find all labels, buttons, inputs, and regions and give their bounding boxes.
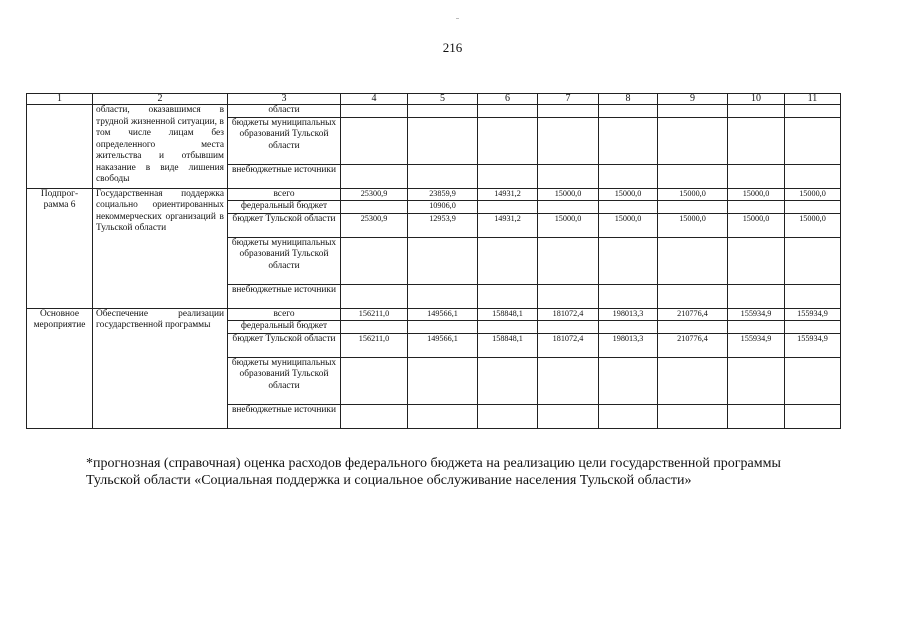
amount-cell <box>658 284 728 308</box>
amount-cell <box>785 284 841 308</box>
amount-value: 15000,0 <box>554 188 582 198</box>
amount-cell <box>785 201 841 214</box>
amount-cell <box>408 188 478 201</box>
amount-value: 156211,0 <box>358 308 390 318</box>
amount-cell <box>341 117 408 164</box>
funding-source-cell: внебюджетные источники <box>228 404 341 428</box>
funding-source-cell: внебюджетные источники <box>228 284 341 308</box>
column-header: 5 <box>408 94 478 105</box>
amount-cell <box>538 321 599 334</box>
amount-cell <box>785 105 841 118</box>
amount-cell <box>341 333 408 357</box>
amount-value: 155934,9 <box>797 308 828 318</box>
column-header: 1 <box>27 94 93 105</box>
scan-mark <box>456 18 459 19</box>
amount-cell <box>728 308 785 321</box>
funding-source-cell: федеральный бюджет <box>228 321 341 334</box>
amount-cell <box>728 284 785 308</box>
amount-cell <box>728 117 785 164</box>
funding-source-cell: бюджет Тульской области <box>228 333 341 357</box>
amount-cell <box>408 105 478 118</box>
amount-value: 149566,1 <box>427 308 458 318</box>
funding-source-cell: бюджеты муниципальных образований Тульской области <box>228 357 341 404</box>
amount-cell <box>478 357 538 404</box>
amount-cell <box>408 237 478 284</box>
program-name-cell: Обеспечение реализации государственной программы <box>93 308 228 428</box>
amount-value: 14931,2 <box>494 188 521 198</box>
amount-cell <box>728 201 785 214</box>
amount-cell <box>599 404 658 428</box>
amount-cell <box>341 164 408 188</box>
amount-cell <box>341 188 408 201</box>
amount-cell <box>478 105 538 118</box>
amount-cell <box>341 321 408 334</box>
amount-cell <box>538 201 599 214</box>
column-header: 10 <box>728 94 785 105</box>
footnote-line-2: Тульской области «Социальная поддержка и социальное обслуживание населения Тульской области» <box>86 473 692 488</box>
amount-cell <box>538 308 599 321</box>
amount-cell <box>599 201 658 214</box>
amount-cell <box>341 105 408 118</box>
amount-cell <box>478 213 538 237</box>
amount-cell <box>599 164 658 188</box>
amount-cell <box>478 321 538 334</box>
page-number: 216 <box>442 40 463 55</box>
amount-value: 25300,9 <box>360 188 388 198</box>
column-header: 9 <box>658 94 728 105</box>
amount-cell <box>658 237 728 284</box>
amount-value: 210776,4 <box>677 308 708 318</box>
amount-cell <box>658 321 728 334</box>
amount-value: 10906,0 <box>429 201 456 210</box>
table-row <box>27 105 841 118</box>
amount-cell <box>341 201 408 214</box>
amount-value: 198013,3 <box>612 333 644 343</box>
amount-cell <box>728 164 785 188</box>
table-row <box>27 188 841 201</box>
amount-cell <box>341 308 408 321</box>
amount-cell <box>599 213 658 237</box>
amount-cell <box>785 333 841 357</box>
funding-source-cell: всего <box>228 308 341 321</box>
amount-cell <box>658 117 728 164</box>
amount-value: 15000,0 <box>799 213 826 223</box>
footnote <box>86 455 846 489</box>
amount-cell <box>785 237 841 284</box>
funding-source-cell: бюджеты муниципальных образований Тульской области <box>228 117 341 164</box>
amount-cell <box>478 308 538 321</box>
amount-cell <box>599 308 658 321</box>
amount-cell <box>408 321 478 334</box>
amount-cell <box>599 188 658 201</box>
amount-value: 15000,0 <box>614 213 642 223</box>
column-header: 6 <box>478 94 538 105</box>
amount-cell <box>785 213 841 237</box>
column-header: 8 <box>599 94 658 105</box>
amount-value: 15000,0 <box>679 188 706 198</box>
budget-table <box>26 93 841 429</box>
amount-cell <box>728 213 785 237</box>
amount-cell <box>785 188 841 201</box>
amount-cell <box>408 164 478 188</box>
amount-cell <box>478 117 538 164</box>
amount-cell <box>478 164 538 188</box>
amount-value: 15000,0 <box>614 188 642 198</box>
amount-value: 198013,3 <box>612 308 644 318</box>
table-body <box>27 105 841 429</box>
amount-cell <box>538 188 599 201</box>
amount-cell <box>599 117 658 164</box>
amount-value: 181072,4 <box>552 308 584 318</box>
amount-value: 15000,0 <box>742 213 770 223</box>
funding-source-cell: области <box>228 105 341 118</box>
column-header: 4 <box>341 94 408 105</box>
amount-cell <box>478 237 538 284</box>
amount-cell <box>728 321 785 334</box>
amount-cell <box>728 237 785 284</box>
footnote-line-1: *прогнозная (справочная) оценка расходов федерального бюджета на реализацию цели государственной программы <box>86 456 781 471</box>
amount-cell <box>538 105 599 118</box>
amount-cell <box>408 117 478 164</box>
amount-cell <box>658 333 728 357</box>
amount-cell <box>785 404 841 428</box>
amount-cell <box>478 201 538 214</box>
amount-cell <box>538 213 599 237</box>
header-row <box>27 94 841 105</box>
amount-value: 155934,9 <box>740 333 772 343</box>
amount-cell <box>658 404 728 428</box>
amount-value: 155934,9 <box>740 308 772 318</box>
amount-cell <box>478 284 538 308</box>
program-code-cell: Подпрог-рамма 6 <box>27 188 93 308</box>
amount-cell <box>785 321 841 334</box>
amount-cell <box>785 308 841 321</box>
funding-source-cell: внебюджетные источники <box>228 164 341 188</box>
amount-cell <box>599 237 658 284</box>
amount-cell <box>785 117 841 164</box>
funding-source-cell: бюджеты муниципальных образований Тульской области <box>228 237 341 284</box>
amount-value: 158848,1 <box>492 308 523 318</box>
amount-value: 210776,4 <box>677 333 708 343</box>
amount-cell <box>341 284 408 308</box>
amount-cell <box>408 201 478 214</box>
amount-cell <box>658 164 728 188</box>
amount-cell <box>728 188 785 201</box>
amount-cell <box>728 333 785 357</box>
amount-value: 155934,9 <box>797 333 828 343</box>
amount-value: 15000,0 <box>679 213 706 223</box>
amount-cell <box>408 357 478 404</box>
amount-cell <box>658 188 728 201</box>
amount-cell <box>658 357 728 404</box>
amount-cell <box>538 117 599 164</box>
program-name-cell: области, оказавшимся в трудной жизненной ситуации, в том числе лицам без определенного места жительства и отбывшим наказание в виде лишения свободы <box>93 105 228 189</box>
amount-cell <box>785 164 841 188</box>
amount-value: 15000,0 <box>554 213 582 223</box>
amount-cell <box>408 404 478 428</box>
amount-cell <box>408 284 478 308</box>
amount-cell <box>478 188 538 201</box>
amount-cell <box>478 333 538 357</box>
amount-cell <box>538 164 599 188</box>
amount-cell <box>785 357 841 404</box>
amount-cell <box>599 357 658 404</box>
column-header: 3 <box>228 94 341 105</box>
amount-cell <box>658 213 728 237</box>
amount-cell <box>341 213 408 237</box>
amount-cell <box>341 404 408 428</box>
amount-value: 12953,9 <box>429 213 456 223</box>
amount-cell <box>728 105 785 118</box>
amount-value: 158848,1 <box>492 333 523 343</box>
amount-cell <box>408 333 478 357</box>
funding-source-cell: всего <box>228 188 341 201</box>
program-name-cell: Государственная поддержка социально ориентированных некоммерческих организаций в Тульской области <box>93 188 228 308</box>
amount-value: 14931,2 <box>494 213 521 223</box>
amount-value: 15000,0 <box>799 188 826 198</box>
amount-value: 149566,1 <box>427 333 458 343</box>
amount-value: 23859,9 <box>429 188 456 198</box>
amount-cell <box>599 333 658 357</box>
amount-cell <box>408 213 478 237</box>
amount-cell <box>538 284 599 308</box>
amount-cell <box>538 404 599 428</box>
amount-cell <box>599 284 658 308</box>
amount-cell <box>658 308 728 321</box>
column-header: 7 <box>538 94 599 105</box>
program-code-cell <box>27 105 93 189</box>
amount-cell <box>599 105 658 118</box>
amount-value: 25300,9 <box>360 213 388 223</box>
amount-cell <box>538 357 599 404</box>
amount-cell <box>538 333 599 357</box>
amount-cell <box>341 237 408 284</box>
amount-cell <box>478 404 538 428</box>
amount-cell <box>728 357 785 404</box>
funding-source-cell: федеральный бюджет <box>228 201 341 214</box>
amount-value: 156211,0 <box>358 333 390 343</box>
column-header: 11 <box>785 94 841 105</box>
funding-source-cell: бюджет Тульской области <box>228 213 341 237</box>
amount-cell <box>728 404 785 428</box>
amount-cell <box>408 308 478 321</box>
amount-value: 15000,0 <box>742 188 770 198</box>
table-row <box>27 308 841 321</box>
amount-value: 181072,4 <box>552 333 584 343</box>
amount-cell <box>599 321 658 334</box>
amount-cell <box>658 105 728 118</box>
amount-cell <box>658 201 728 214</box>
amount-cell <box>341 357 408 404</box>
column-header: 2 <box>93 94 228 105</box>
amount-cell <box>538 237 599 284</box>
program-code-cell: Основное мероприятие <box>27 308 93 428</box>
